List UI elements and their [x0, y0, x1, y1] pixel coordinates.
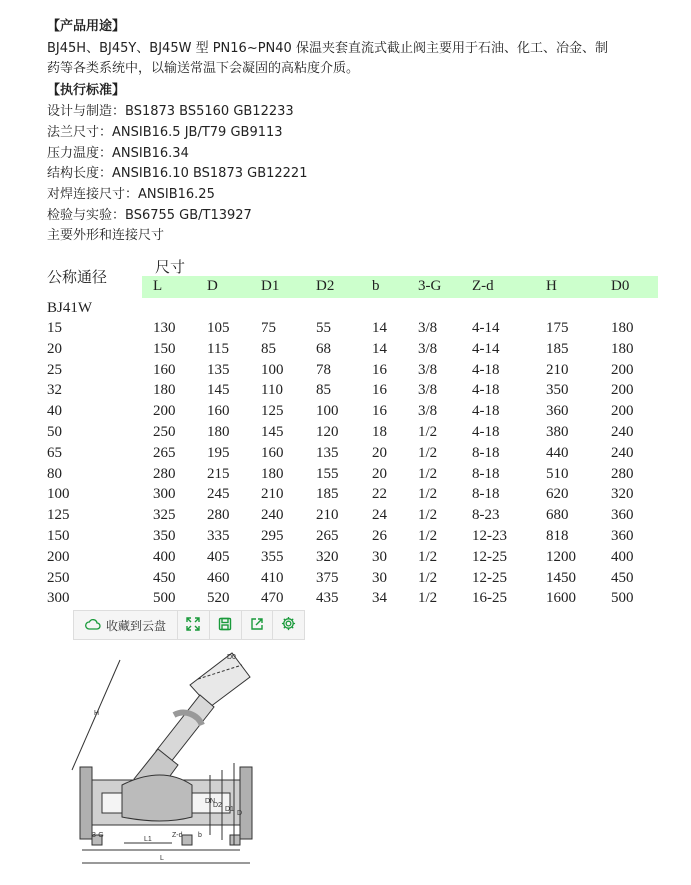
table-cell: 85 — [316, 382, 331, 398]
table-column-header: D1 — [261, 278, 280, 294]
cloud-icon — [85, 618, 101, 633]
table-cell: 4-18 — [472, 362, 500, 378]
table-cell: 265 — [316, 528, 339, 544]
table-cell: 818 — [546, 528, 569, 544]
table-cell: 32 — [47, 382, 62, 398]
table-cell: 300 — [47, 590, 70, 606]
table-cell: 135 — [316, 445, 339, 461]
table-cell: 1/2 — [418, 590, 438, 606]
table-cell: 500 — [611, 590, 634, 606]
save-button[interactable] — [210, 611, 242, 639]
table-cell: 180 — [611, 341, 634, 357]
table-cell: 110 — [261, 382, 283, 398]
standard-title: 【执行标准】 — [47, 83, 126, 98]
table-cell: 405 — [207, 549, 230, 565]
table-cell: 160 — [207, 403, 230, 419]
table-column-header: L — [153, 278, 163, 294]
table-cell: 470 — [261, 590, 284, 606]
table-cell: 180 — [207, 424, 230, 440]
table-cell: 150 — [47, 528, 70, 544]
table-cell: 175 — [546, 320, 569, 336]
table-cell: 12-25 — [472, 549, 507, 565]
table-cell: 1/2 — [418, 445, 438, 461]
table-cell: 200 — [611, 362, 634, 378]
table-cell: 240 — [611, 445, 634, 461]
table-cell: 210 — [546, 362, 569, 378]
table-cell: 410 — [261, 570, 284, 586]
table-cell: 8-18 — [472, 445, 500, 461]
table-cell: 1/2 — [418, 466, 438, 482]
table-cell: 80 — [47, 466, 62, 482]
usage-line-2: 药等各类系统中，以输送常温下会凝固的高粘度介质。 — [47, 61, 360, 76]
table-cell: 380 — [546, 424, 569, 440]
table-cell: 440 — [546, 445, 569, 461]
table-cell: 350 — [546, 382, 569, 398]
table-cell: 125 — [261, 403, 284, 419]
share-button[interactable] — [242, 611, 274, 639]
table-column-header: 3-G — [418, 278, 442, 294]
table-cell: 1/2 — [418, 528, 438, 544]
table-cell: 55 — [316, 320, 331, 336]
expand-button[interactable] — [178, 611, 210, 639]
standard-item: 对焊连接尺寸：ANSIB16.25 — [47, 187, 215, 202]
table-cell: 125 — [47, 507, 70, 523]
table-cell: 1/2 — [418, 570, 438, 586]
table-cell: 280 — [153, 466, 176, 482]
table-cell: 320 — [611, 486, 634, 502]
table-cell: 160 — [261, 445, 284, 461]
table-cell: 620 — [546, 486, 569, 502]
usage-line-1: BJ45H、BJ45Y、BJ45W 型 PN16~PN40 保温夹套直流式截止阀主要用于石油、化工、冶金、制 — [47, 41, 608, 56]
dim-label-dn: DN — [205, 798, 216, 805]
table-cell: 200 — [47, 549, 70, 565]
table-cell: 360 — [611, 507, 634, 523]
table-cell: 15 — [47, 320, 62, 336]
table-cell: 160 — [153, 362, 176, 378]
table-model: BJ41W — [47, 300, 92, 316]
table-cell: 360 — [546, 403, 569, 419]
table-cell: 100 — [261, 362, 284, 378]
table-cell: 680 — [546, 507, 569, 523]
table-cell: 150 — [153, 341, 176, 357]
table-cell: 30 — [372, 549, 387, 565]
table-cell: 145 — [261, 424, 284, 440]
expand-icon — [186, 616, 200, 635]
dim-label-d1: D1 — [225, 806, 234, 813]
table-cell: 3/8 — [418, 320, 438, 336]
table-cell: 4-14 — [472, 320, 500, 336]
table-cell: 20 — [372, 445, 387, 461]
table-cell: 20 — [47, 341, 62, 357]
table-cell: 325 — [153, 507, 176, 523]
dims-title: 主要外形和连接尺寸 — [47, 228, 165, 243]
table-cell: 520 — [207, 590, 230, 606]
table-cell: 300 — [153, 486, 176, 502]
table-cell: 12-23 — [472, 528, 507, 544]
dim-label-h: H — [94, 710, 100, 717]
table-cell: 78 — [316, 362, 331, 378]
save-to-cloud-button[interactable] — [74, 611, 178, 639]
table-label-size: 尺寸 — [155, 258, 186, 276]
standard-item: 检验与实验：BS6755 GB/T13927 — [47, 208, 252, 223]
table-cell: 1/2 — [418, 549, 438, 565]
image-toolbar — [73, 610, 305, 640]
table-cell: 34 — [372, 590, 387, 606]
table-cell: 115 — [207, 341, 229, 357]
table-cell: 400 — [153, 549, 176, 565]
table-cell: 180 — [611, 320, 634, 336]
table-cell: 100 — [47, 486, 70, 502]
table-cell: 3/8 — [418, 341, 438, 357]
standard-item: 法兰尺寸：ANSIB16.5 JB/T79 GB9113 — [47, 125, 283, 140]
usage-title: 【产品用途】 — [47, 19, 126, 34]
dim-label-3g: 3-G — [92, 832, 104, 839]
table-cell: 26 — [372, 528, 387, 544]
table-cell: 16 — [372, 382, 387, 398]
table-cell: 4-14 — [472, 341, 500, 357]
table-cell: 8-23 — [472, 507, 500, 523]
table-cell: 1/2 — [418, 424, 438, 440]
table-cell: 350 — [153, 528, 176, 544]
table-cell: 155 — [316, 466, 339, 482]
table-cell: 1/2 — [418, 486, 438, 502]
table-cell: 3/8 — [418, 362, 438, 378]
table-cell: 375 — [316, 570, 339, 586]
table-cell: 200 — [611, 382, 634, 398]
table-column-header: b — [372, 278, 380, 294]
table-cell: 145 — [207, 382, 230, 398]
table-cell: 510 — [546, 466, 569, 482]
table-cell: 4-18 — [472, 382, 500, 398]
table-cell: 335 — [207, 528, 230, 544]
table-cell: 18 — [372, 424, 387, 440]
dim-label-d: D — [237, 810, 243, 817]
table-cell: 1200 — [546, 549, 576, 565]
table-cell: 185 — [546, 341, 569, 357]
table-cell: 30 — [372, 570, 387, 586]
table-cell: 210 — [316, 507, 339, 523]
dim-label-l: L — [160, 855, 164, 862]
table-cell: 360 — [611, 528, 634, 544]
table-cell: 250 — [47, 570, 70, 586]
table-cell: 16 — [372, 403, 387, 419]
standard-item: 设计与制造：BS1873 BS5160 GB12233 — [47, 104, 294, 119]
table-cell: 75 — [261, 320, 276, 336]
save-icon — [218, 616, 232, 635]
table-cell: 400 — [611, 549, 634, 565]
table-cell: 450 — [153, 570, 176, 586]
table-cell: 320 — [316, 549, 339, 565]
table-cell: 135 — [207, 362, 230, 378]
table-cell: 105 — [207, 320, 230, 336]
table-cell: 1/2 — [418, 507, 438, 523]
table-cell: 265 — [153, 445, 176, 461]
table-cell: 250 — [153, 424, 176, 440]
dim-label-b: b — [198, 832, 202, 839]
table-column-header: D2 — [316, 278, 335, 294]
table-column-header: D0 — [611, 278, 630, 294]
dim-label-d0: D0 — [227, 654, 236, 661]
table-cell: 240 — [261, 507, 284, 523]
table-cell: 4-18 — [472, 403, 500, 419]
table-cell: 1600 — [546, 590, 576, 606]
table-cell: 65 — [47, 445, 62, 461]
dim-label-d2: D2 — [213, 802, 222, 809]
table-header-bar — [142, 276, 658, 298]
table-cell: 85 — [261, 341, 276, 357]
table-cell: 16 — [372, 362, 387, 378]
table-cell: 500 — [153, 590, 176, 606]
settings-icon — [281, 616, 296, 635]
table-cell: 280 — [207, 507, 230, 523]
table-column-header: Z-d — [472, 278, 494, 294]
table-cell: 8-18 — [472, 466, 500, 482]
table-cell: 355 — [261, 549, 284, 565]
table-column-header: D — [207, 278, 218, 294]
standard-item: 压力温度：ANSIB16.34 — [47, 146, 189, 161]
table-cell: 295 — [261, 528, 284, 544]
table-cell: 130 — [153, 320, 176, 336]
dim-label-l1: L1 — [144, 836, 152, 843]
table-cell: 14 — [372, 320, 387, 336]
table-cell: 450 — [611, 570, 634, 586]
table-cell: 68 — [316, 341, 331, 357]
table-cell: 24 — [372, 507, 387, 523]
table-cell: 280 — [611, 466, 634, 482]
table-cell: 20 — [372, 466, 387, 482]
table-cell: 215 — [207, 466, 230, 482]
table-cell: 40 — [47, 403, 62, 419]
table-cell: 25 — [47, 362, 62, 378]
table-cell: 3/8 — [418, 382, 438, 398]
table-cell: 12-25 — [472, 570, 507, 586]
table-cell: 210 — [261, 486, 284, 502]
table-cell: 180 — [153, 382, 176, 398]
table-cell: 200 — [611, 403, 634, 419]
table-cell: 180 — [261, 466, 284, 482]
table-cell: 185 — [316, 486, 339, 502]
share-icon — [250, 616, 264, 635]
table-cell: 50 — [47, 424, 62, 440]
valve-drawing — [62, 645, 262, 870]
table-cell: 22 — [372, 486, 387, 502]
table-column-header: H — [546, 278, 557, 294]
table-cell: 8-18 — [472, 486, 500, 502]
table-cell: 4-18 — [472, 424, 500, 440]
table-cell: 1450 — [546, 570, 576, 586]
dim-label-zd: Z-d — [172, 832, 183, 839]
table-label-dn: 公称通径 — [47, 268, 108, 286]
table-cell: 14 — [372, 341, 387, 357]
table-cell: 435 — [316, 590, 339, 606]
table-cell: 240 — [611, 424, 634, 440]
table-cell: 195 — [207, 445, 230, 461]
table-cell: 120 — [316, 424, 339, 440]
table-cell: 200 — [153, 403, 176, 419]
table-cell: 100 — [316, 403, 339, 419]
save-to-cloud-label: 收藏到云盘 — [106, 618, 167, 633]
settings-button[interactable] — [273, 611, 304, 639]
table-cell: 245 — [207, 486, 230, 502]
table-cell: 16-25 — [472, 590, 507, 606]
table-cell: 3/8 — [418, 403, 438, 419]
standard-item: 结构长度：ANSIB16.10 BS1873 GB12221 — [47, 166, 308, 181]
table-cell: 460 — [207, 570, 230, 586]
